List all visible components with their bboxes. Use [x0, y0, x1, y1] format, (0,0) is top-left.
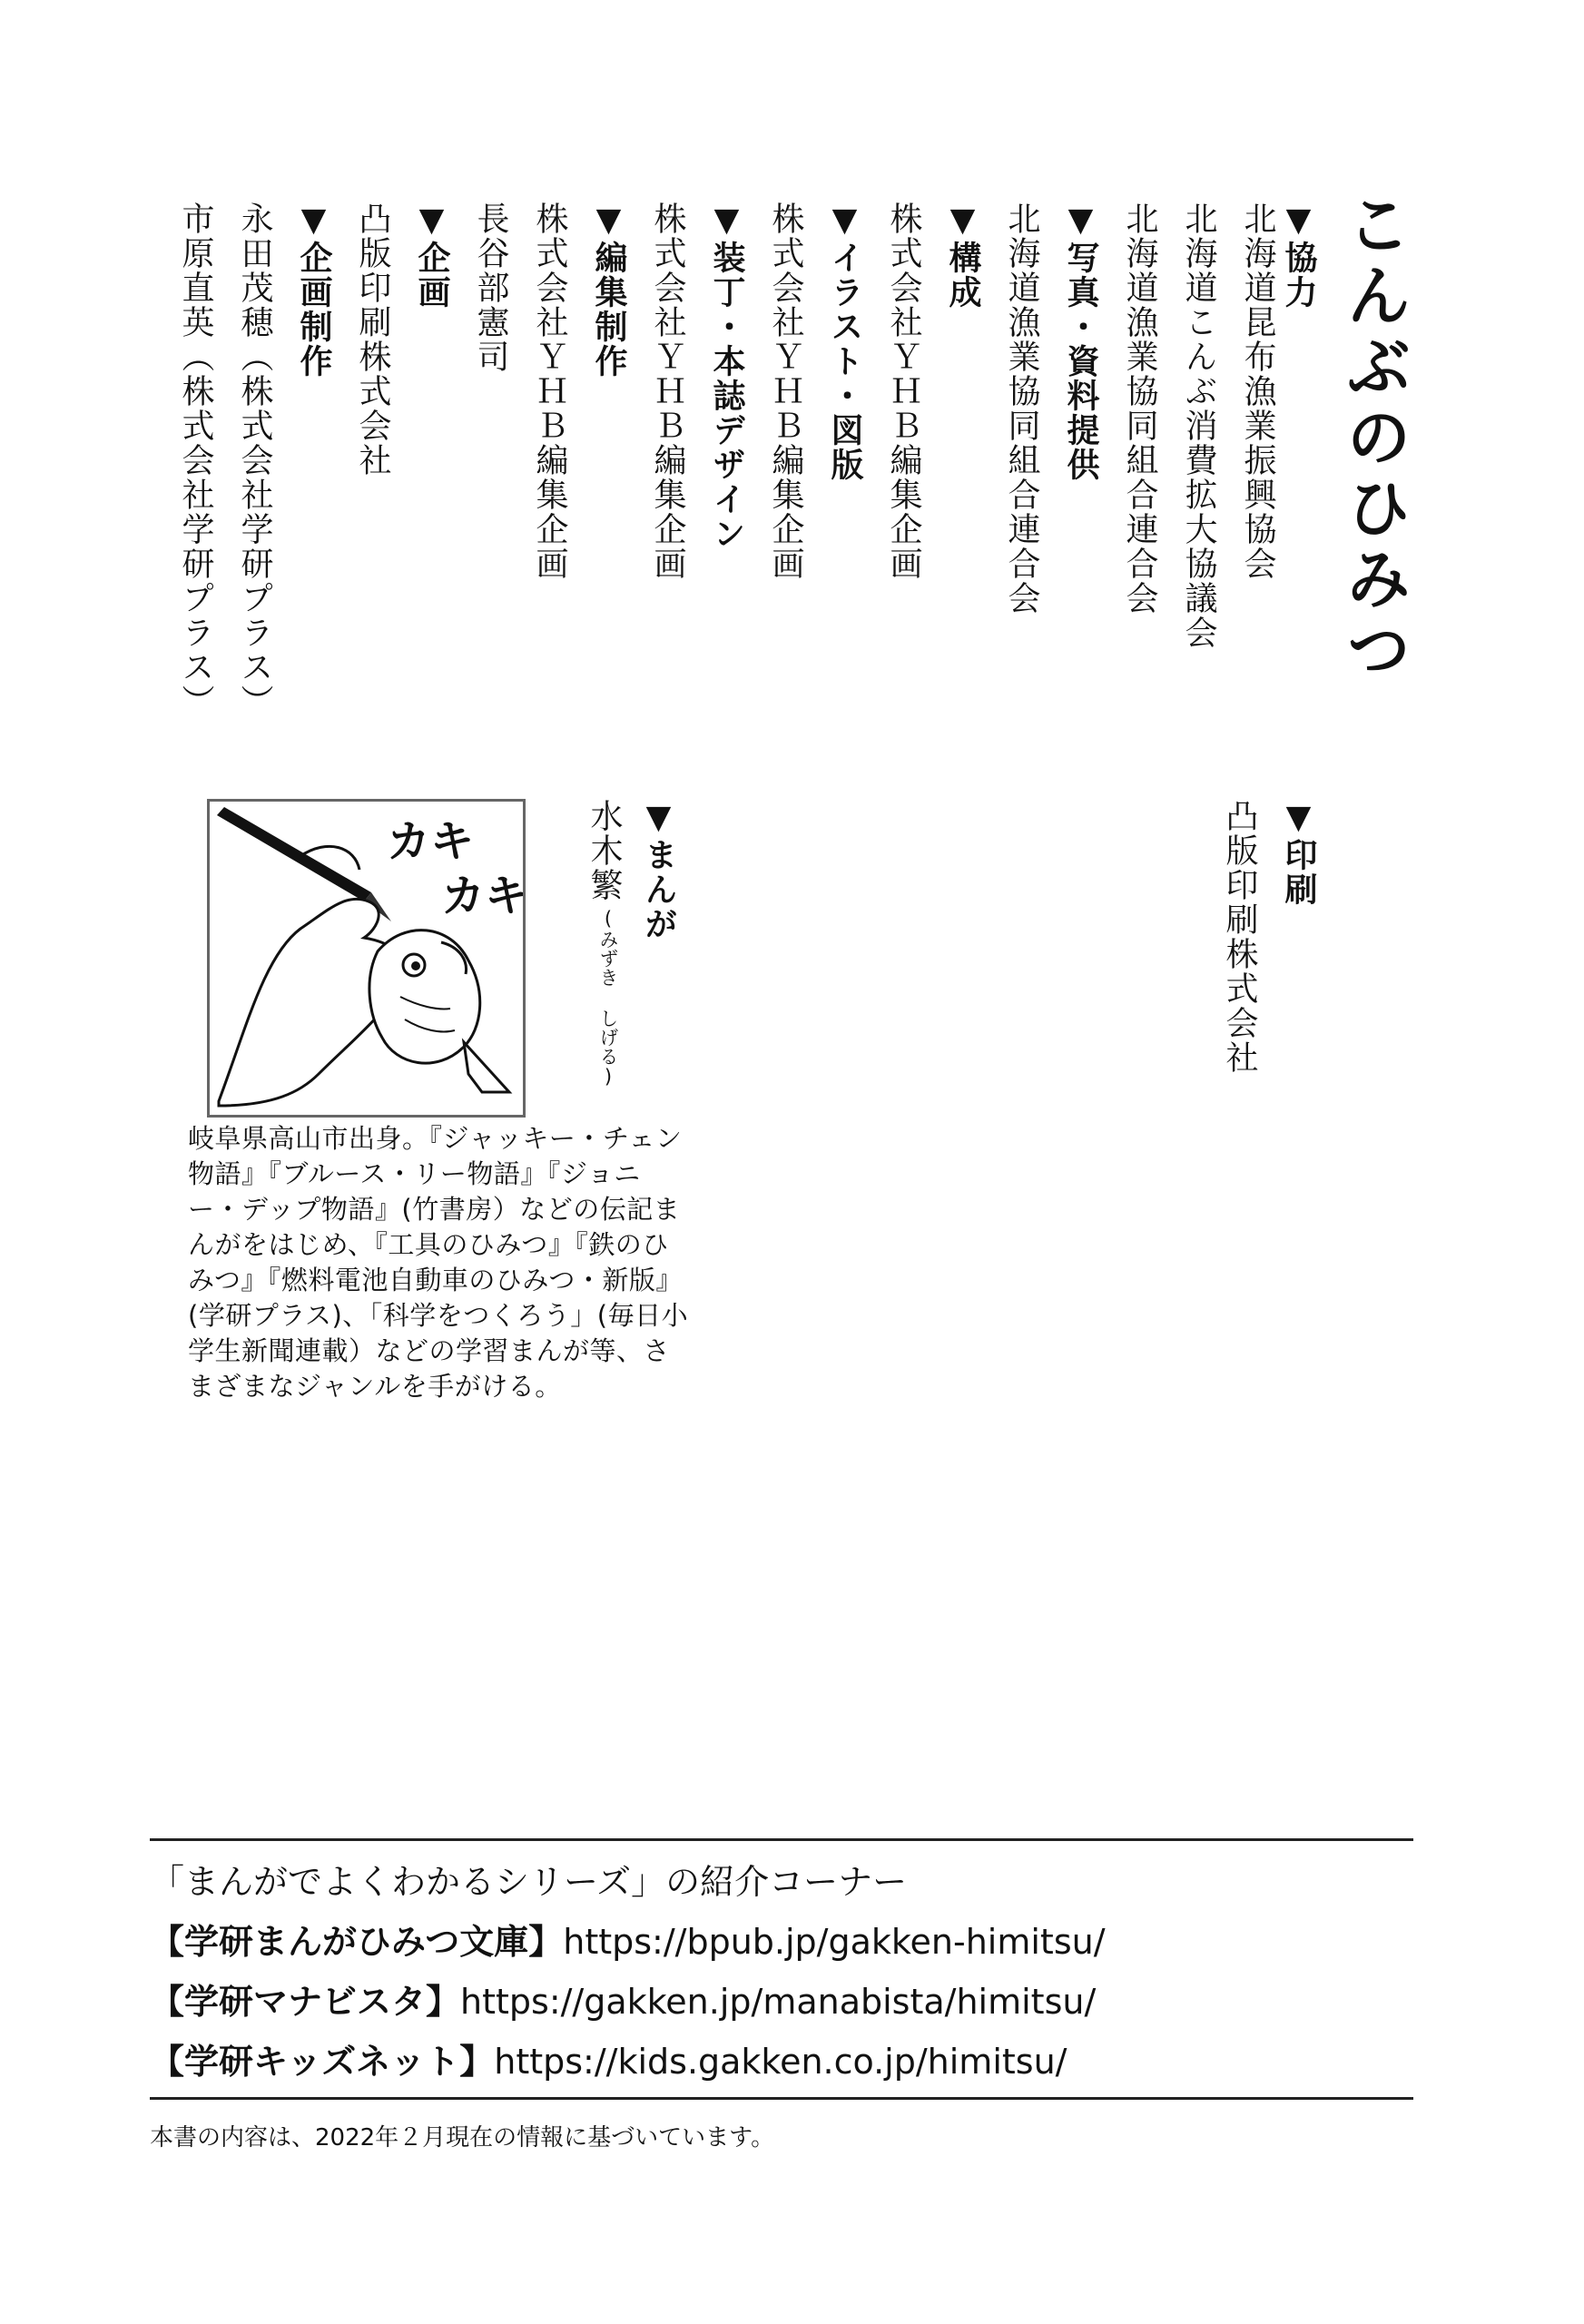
credit-line: 株式会社ＹＨＢ編集企画 — [531, 202, 568, 581]
manga-illustration — [207, 799, 526, 1118]
divider — [150, 2097, 1413, 2100]
series-link-row — [150, 1972, 1412, 2032]
sound-effect-text: カキ — [441, 871, 523, 921]
credit-line: 市原直英（株式会社学研プラス） — [177, 202, 214, 719]
credit-line: 北海道漁業協同組合連合会 — [1003, 202, 1040, 615]
credit-line: 北海道昆布漁業振興協会 — [1239, 202, 1276, 581]
credit-line: 北海道こんぶ消費拡大協議会 — [1180, 202, 1217, 650]
footnote: 本書の内容は、2022年２月現在の情報に基づいています。 — [150, 2124, 775, 2152]
credit-line: 長谷部憲司 — [472, 202, 509, 374]
series-link-url[interactable]: https://gakken.jp/manabista/himitsu/ — [460, 1982, 1097, 2022]
manga-artist-name: 水木繁 — [585, 799, 623, 902]
manga-artist-bio: 岐阜県高山市出身。『ジャッキー・チェン物語』『ブルース・リー物語』『ジョニー・デップ物語』(竹書房）などの伝記まんがをはじめ、『工具のひみつ』『鉄のひみつ』『燃料電池自動車のひみつ・新版』(学研プラス)、「科学をつくろう」(毎日小学生新聞連載）などの学習まんが等、さまざまなジャンルを手がける。 — [188, 1123, 689, 1402]
divider — [150, 1838, 1413, 1841]
series-links — [150, 1852, 1412, 2092]
pen-drawing-fish-illustration — [210, 802, 523, 1115]
credit-heading-production: ▼企画制作 — [295, 202, 332, 379]
manga-artist-reading: (みずき しげる) — [597, 908, 619, 1088]
credit-heading-editing: ▼編集制作 — [590, 202, 627, 379]
series-link-row — [150, 1912, 1412, 1972]
credit-line: 凸版印刷株式会社 — [354, 202, 391, 478]
series-link-label: 【学研まんがひみつ文庫】 — [150, 1922, 564, 1962]
credit-heading-cooperation: ▼協力 — [1280, 202, 1317, 310]
credit-heading-design: ▼装丁・本誌デザイン — [708, 202, 745, 551]
series-link-label: 【学研キッズネット】 — [150, 2042, 495, 2082]
book-title: こんぶのひみつ — [1335, 191, 1412, 686]
series-link-row — [150, 2032, 1412, 2092]
sound-effect-text: カキ — [387, 816, 475, 867]
credit-line: 株式会社ＹＨＢ編集企画 — [885, 202, 922, 581]
credit-heading-photos: ▼写真・資料提供 — [1062, 202, 1099, 482]
printing-heading: ▼印刷 — [1280, 799, 1317, 907]
credit-line: 永田茂穂（株式会社学研プラス） — [236, 202, 273, 719]
manga-heading: ▼まんが — [640, 799, 677, 941]
credit-line: 北海道漁業協同組合連合会 — [1121, 202, 1158, 615]
series-intro: 「まんがでよくわかるシリーズ」の紹介コーナー — [150, 1862, 908, 1902]
series-link-label: 【学研マナビスタ】 — [150, 1982, 461, 2022]
credit-heading-composition: ▼構成 — [944, 202, 981, 310]
credit-line: 株式会社ＹＨＢ編集企画 — [767, 202, 804, 581]
credit-heading-planning: ▼企画 — [413, 202, 450, 310]
printing-company: 凸版印刷株式会社 — [1221, 799, 1258, 1075]
series-link-url[interactable]: https://bpub.jp/gakken-himitsu/ — [563, 1922, 1106, 1962]
series-link-url[interactable]: https://kids.gakken.co.jp/himitsu/ — [494, 2042, 1067, 2082]
credit-heading-illustration: ▼イラスト・図版 — [826, 202, 863, 482]
credit-line: 株式会社ＹＨＢ編集企画 — [649, 202, 686, 581]
